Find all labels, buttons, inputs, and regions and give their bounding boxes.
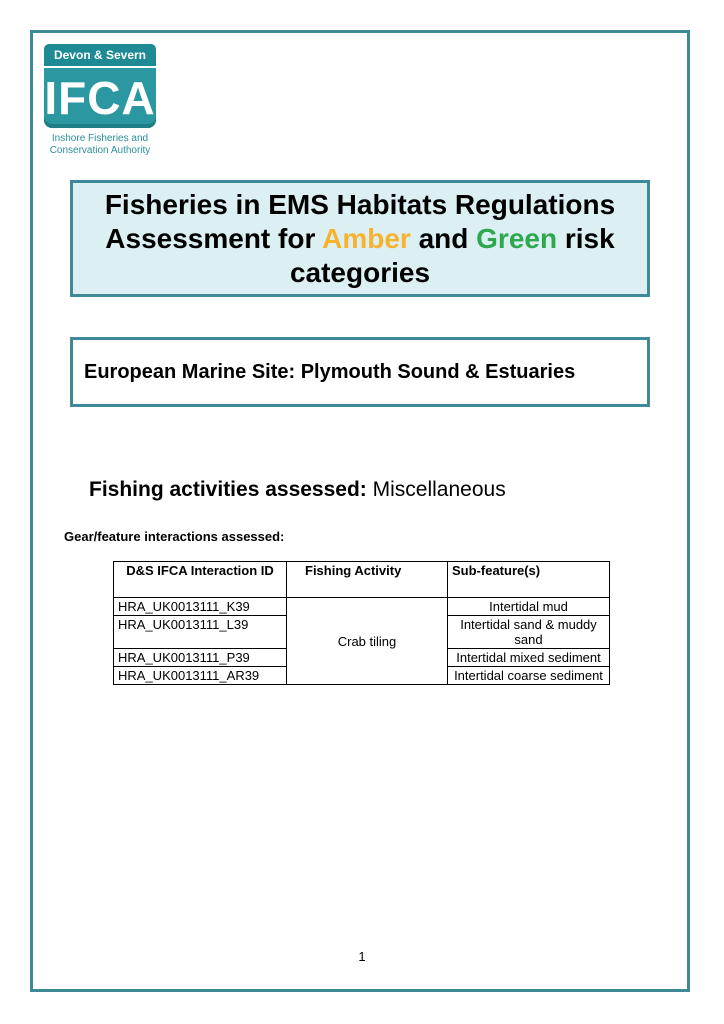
- interactions-table: [113, 561, 610, 685]
- logo-subtitle: [44, 133, 156, 157]
- sub-feature: Intertidal mud: [448, 598, 610, 616]
- site-name: European Marine Site: Plymouth Sound & Estuaries: [84, 360, 576, 383]
- title-line2-end: risk: [557, 222, 615, 254]
- gear-interactions-label: Gear/feature interactions assessed:: [64, 529, 285, 544]
- fishing-activities-value: Miscellaneous: [366, 478, 506, 501]
- document-title: [105, 188, 615, 290]
- fishing-activity-cell: Crab tiling: [287, 598, 448, 685]
- table-row: [114, 598, 610, 616]
- title-line1: Fisheries in EMS Habitats Regulations: [104, 188, 616, 220]
- header-sub-features: Sub-feature(s): [448, 562, 610, 598]
- interaction-id: HRA_UK0013111_L39: [114, 616, 287, 649]
- amber-word: Amber: [322, 222, 411, 254]
- header-fishing-activity: Fishing Activity: [287, 562, 448, 598]
- title-line3: categories: [289, 256, 431, 288]
- title-box: [70, 180, 650, 297]
- green-word: Green: [476, 222, 558, 254]
- logo-region-label: Devon & Severn: [44, 44, 156, 66]
- interaction-id: HRA_UK0013111_AR39: [114, 667, 287, 685]
- sub-feature: Intertidal mixed sediment: [448, 649, 610, 667]
- table-header-row: [114, 562, 610, 598]
- interaction-id: HRA_UK0013111_K39: [114, 598, 287, 616]
- fishing-activities: [89, 478, 506, 502]
- site-box: [70, 337, 650, 407]
- title-line2-mid: and: [410, 222, 477, 254]
- interaction-id: HRA_UK0013111_P39: [114, 649, 287, 667]
- header-interaction-id: D&S IFCA Interaction ID: [114, 562, 287, 598]
- logo-subtitle-line1: Inshore Fisheries and: [51, 133, 149, 144]
- sub-feature: Intertidal sand & muddy sand: [448, 616, 610, 649]
- page-border: [30, 30, 690, 992]
- title-line2-start: Assessment for: [105, 222, 323, 254]
- sub-feature: Intertidal coarse sediment: [448, 667, 610, 685]
- logo-mark: IFCA: [44, 68, 156, 128]
- title-line2: [105, 222, 615, 256]
- fishing-activities-label: Fishing activities assessed:: [89, 478, 367, 501]
- ifca-logo: [44, 44, 156, 157]
- page-number: 1: [358, 949, 366, 964]
- logo-subtitle-line2: Conservation Authority: [49, 145, 151, 156]
